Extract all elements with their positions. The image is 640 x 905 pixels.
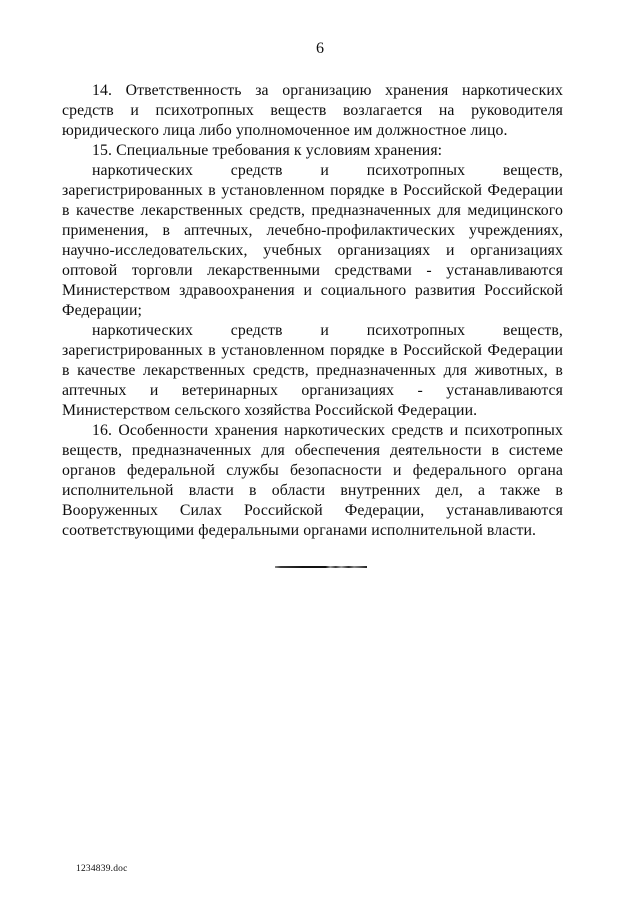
paragraph-14: 14. Ответственность за организацию хранения наркотических средств и психотропных веществ возлагается на руководителя юридического лица либо уполномоченное им должностное лицо.	[62, 82, 563, 139]
paragraph-15-medical: наркотических средств и психотропных веществ, зарегистрированных в установленном порядке в Российской Федерации в качестве лекарственных средств, предназначенных для медицинского применения, в аптечных, лечебно-профилактических учреждениях, научно-исследовательских, учебных организациях и организациях оптовой торговли лекарственными средствами - устанавливаются Министерством здравоохранения и социального развития Российской Федерации;	[62, 162, 563, 319]
paragraph-16: 16. Особенности хранения наркотических средств и психотропных веществ, предназначенных для обеспечения деятельности в системе органов федеральной службы безопасности и федерального органа исполнительной власти в области внутренних дел, а также в Вооруженных Силах Российской Федерации, устанавливаются соответствующими федеральными органами исполнительной власти.	[62, 422, 563, 539]
separator-line	[275, 566, 367, 568]
footer-filename: 1234839.doc	[76, 864, 128, 874]
paragraph-15-veterinary: наркотических средств и психотропных веществ, зарегистрированных в установленном порядке в Российской Федерации в качестве лекарственных средств, предназначенных для животных, в аптечных и ветеринарных организациях - устанавливаются Министерством сельского хозяйства Российской Федерации.	[62, 322, 563, 419]
paragraph-15-intro: 15. Специальные требования к условиям хранения:	[92, 142, 443, 159]
page-number: 6	[316, 40, 324, 57]
document-body	[62, 81, 563, 541]
